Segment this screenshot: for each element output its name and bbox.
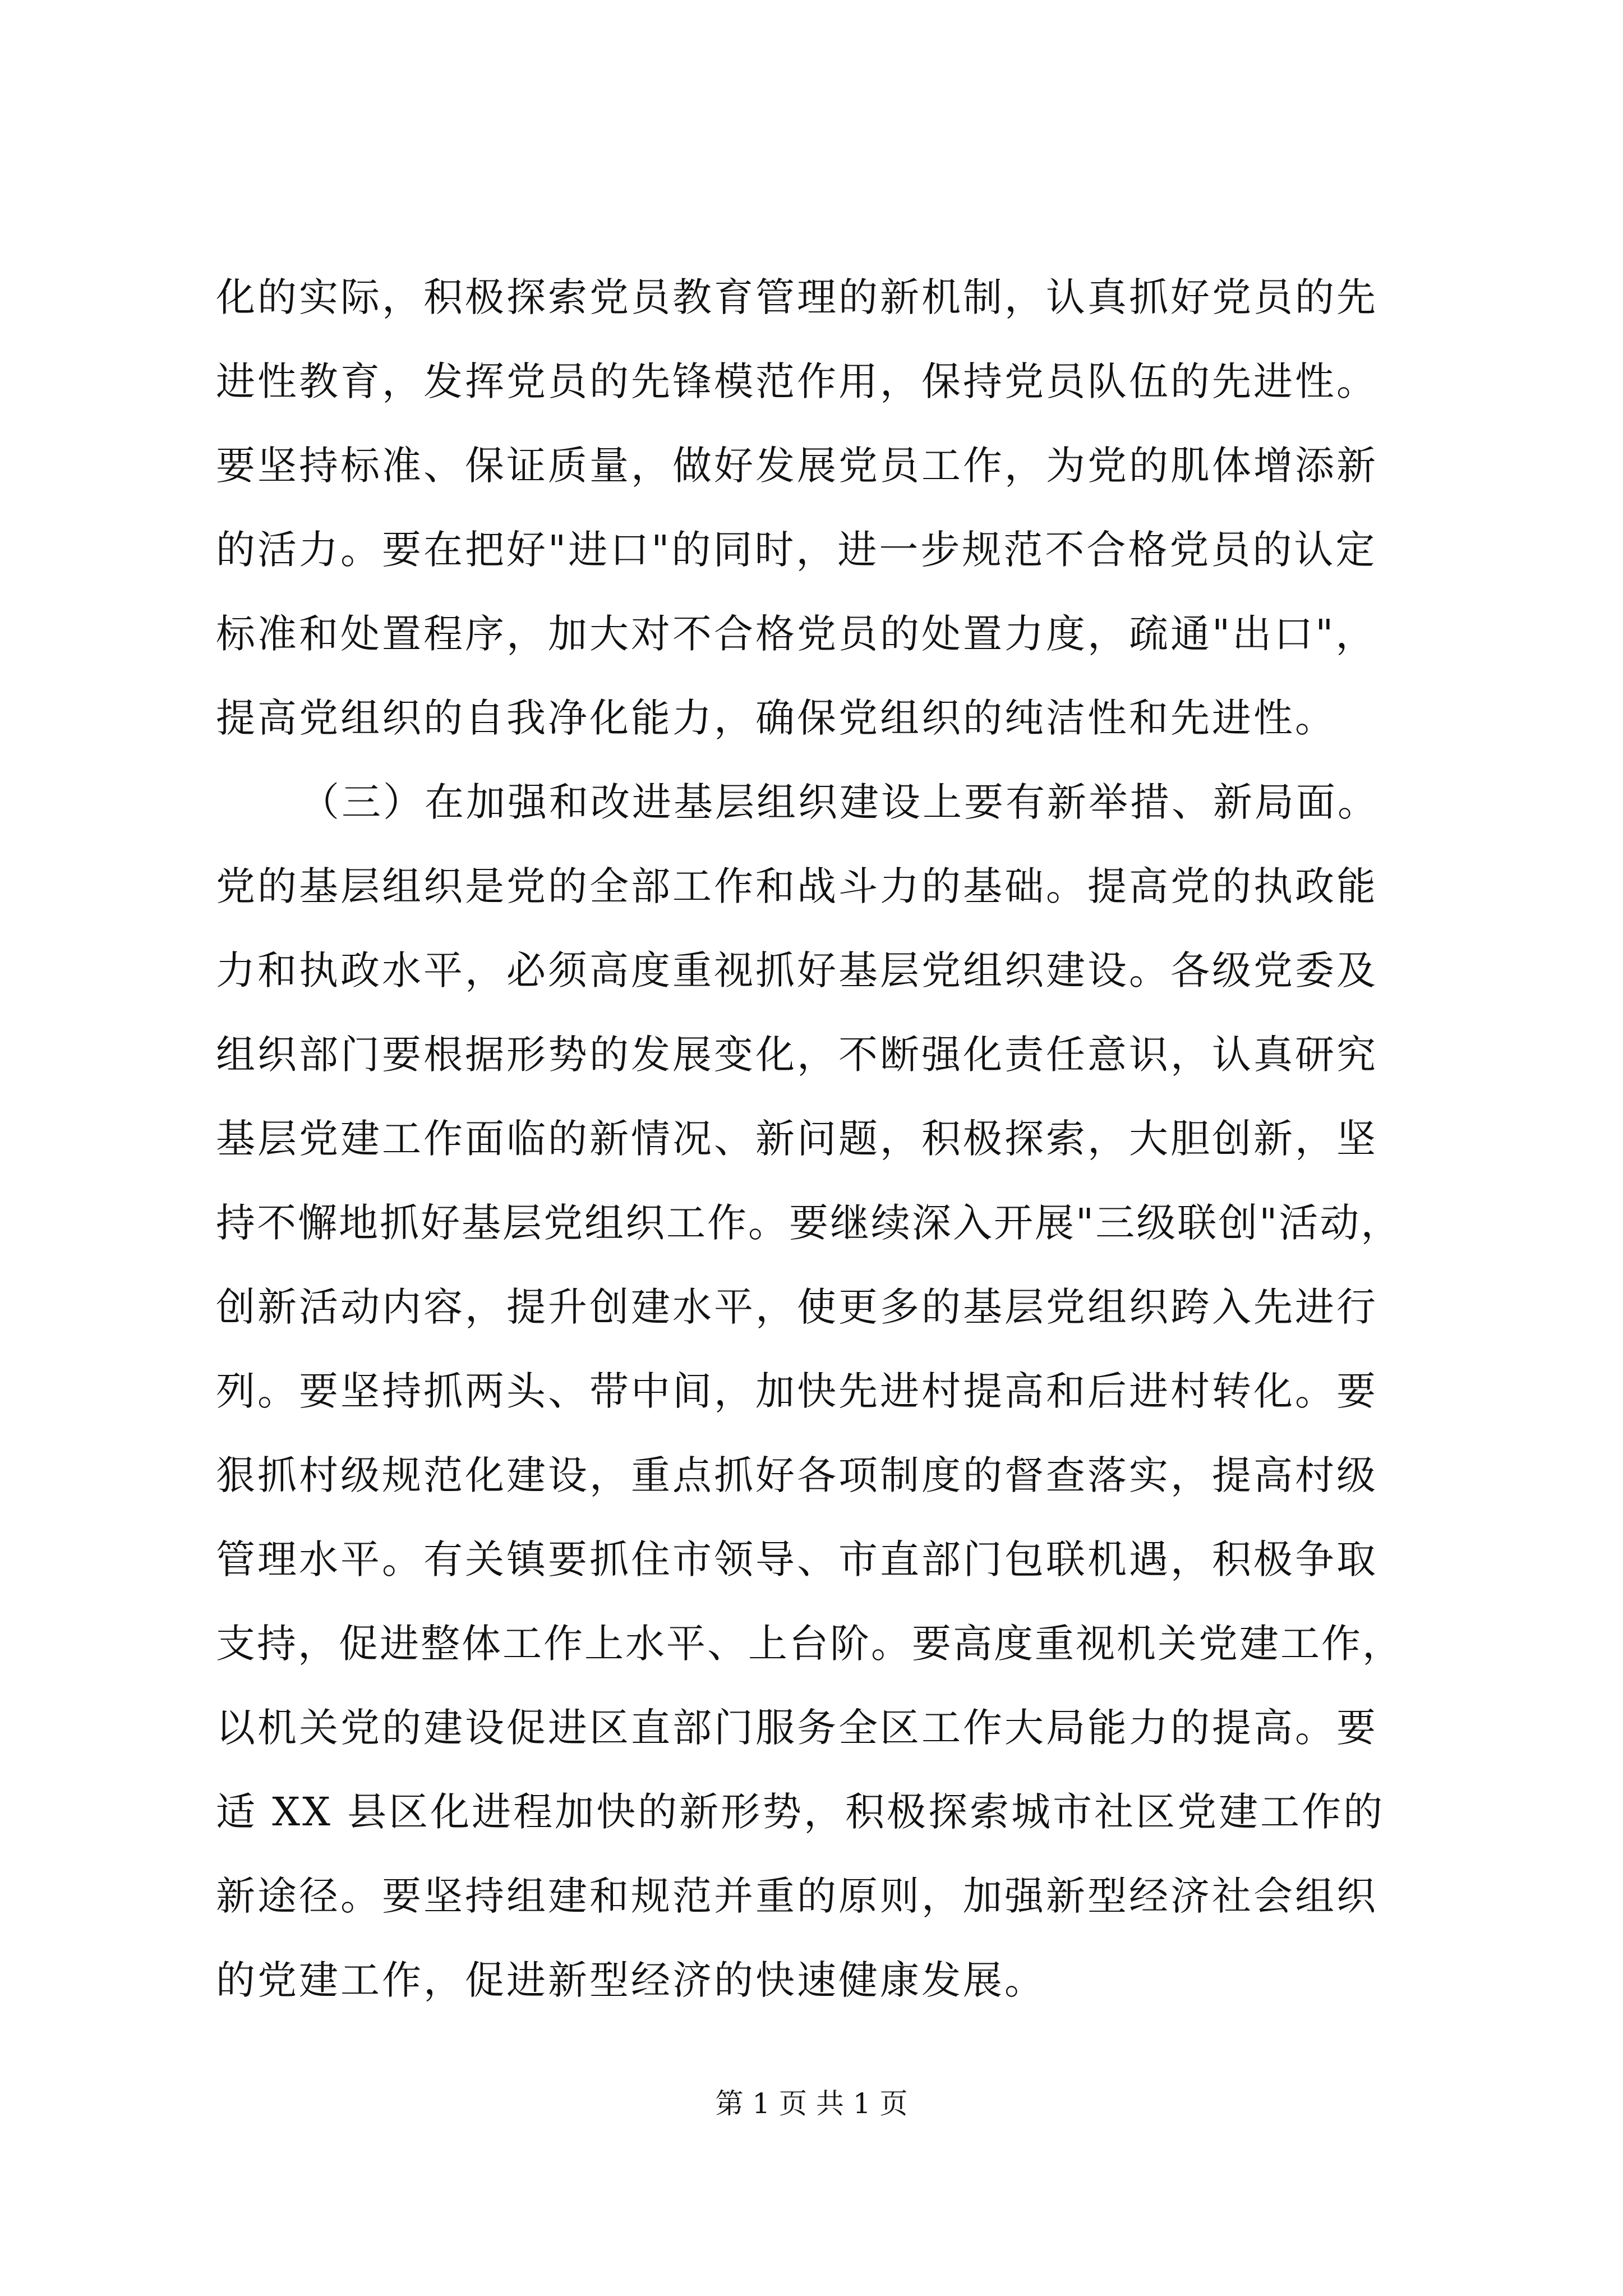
text-line: 提高党组织的自我净化能力，确保党组织的纯洁性和先进性。 (216, 695, 1336, 741)
text-line: 列。要坚持抓两头、带中间，加快先进村提高和后进村转化。要 (216, 1368, 1378, 1414)
text-line: 进性教育，发挥党员的先锋模范作用，保持党员队伍的先进性。 (216, 358, 1378, 404)
text-line: 标准和处置程序，加大对不合格党员的处置力度，疏通"出口"， (216, 611, 1377, 657)
text-line: 要坚持标准、保证质量，做好发展党员工作，为党的肌体增添新 (216, 443, 1378, 489)
text-line: 持不懈地抓好基层党组织工作。要继续深入开展"三级联创"活动， (216, 1200, 1402, 1246)
text-line: 的党建工作，促进新型经济的快速健康发展。 (216, 1957, 1046, 2003)
text-line: 的活力。要在把好"进口"的同时，进一步规范不合格党员的认定 (216, 527, 1377, 573)
text-line: 适 XX 县区化进程加快的新形势，积极探索城市社区党建工作的 (216, 1789, 1385, 1835)
text-line: 党的基层组织是党的全部工作和战斗力的基础。提高党的执政能 (216, 863, 1378, 909)
text-line: 创新活动内容，提升创建水平，使更多的基层党组织跨入先进行 (216, 1284, 1378, 1330)
text-line: 基层党建工作面临的新情况、新问题，积极探索，大胆创新，坚 (216, 1116, 1378, 1162)
text-line: 以机关党的建设促进区直部门服务全区工作大局能力的提高。要 (216, 1705, 1378, 1751)
text-line: 新途径。要坚持组建和规范并重的原则，加强新型经济社会组织 (216, 1873, 1378, 1919)
text-line: 狠抓村级规范化建设，重点抓好各项制度的督查落实，提高村级 (216, 1452, 1378, 1498)
text-line: 力和执政水平，必须高度重视抓好基层党组织建设。各级党委及 (216, 947, 1378, 993)
text-line: 组织部门要根据形势的发展变化，不断强化责任意识，认真研究 (216, 1032, 1378, 1078)
section-heading: （三）在加强和改进基层组织建设上要有新举措、新局面。 (300, 779, 1379, 825)
text-line: 化的实际，积极探索党员教育管理的新机制，认真抓好党员的先 (216, 274, 1378, 320)
text-line: 支持，促进整体工作上水平、上台阶。要高度重视机关党建工作， (216, 1621, 1403, 1667)
text-line: 管理水平。有关镇要抓住市领导、市直部门包联机遇，积极争取 (216, 1536, 1378, 1582)
page-number-footer: 第 1 页 共 1 页 (715, 2087, 908, 2120)
